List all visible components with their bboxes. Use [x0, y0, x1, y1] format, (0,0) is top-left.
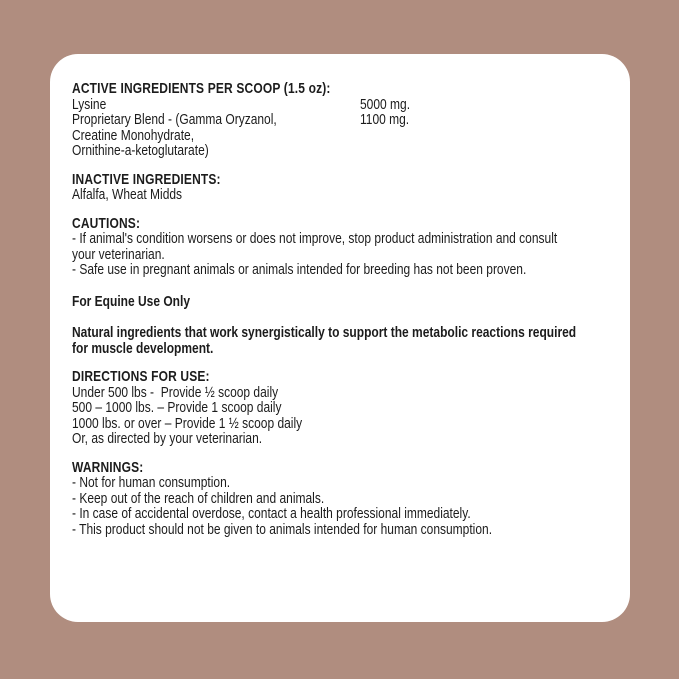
- cautions-section: [72, 216, 628, 278]
- inactive-ingredients-section: [72, 172, 628, 203]
- warning-line: - In case of accidental overdose, contact a health professional immediately.: [72, 505, 471, 522]
- caution-line: - If animal's condition worsens or does not improve, stop product administration and consult: [72, 230, 558, 247]
- caution-line: - Safe use in pregnant animals or animals intended for breeding has not been proven.: [72, 261, 527, 278]
- warnings-section: [72, 460, 628, 538]
- warnings-heading: WARNINGS:: [72, 458, 144, 476]
- description-line: Natural ingredients that work synergistically to support the metabolic reactions required: [72, 324, 577, 341]
- ingredient-amount: 5000 mg.: [360, 95, 411, 113]
- ingredient-row: [72, 128, 628, 144]
- active-ingredients-heading: ACTIVE INGREDIENTS PER SCOOP (1.5 oz):: [72, 80, 331, 97]
- active-ingredients-section: [72, 81, 628, 159]
- equine-use-note: For Equine Use Only: [72, 292, 191, 310]
- ingredient-row: [72, 97, 628, 113]
- ingredient-name: Lysine: [72, 95, 107, 113]
- label-content: [72, 81, 628, 537]
- product-label-card: [50, 54, 630, 622]
- ingredient-amount: 1100 mg.: [360, 111, 410, 128]
- caution-line: your veterinarian.: [72, 245, 165, 263]
- warning-line: - Not for human consumption.: [72, 474, 231, 491]
- ingredient-row: [72, 112, 628, 128]
- ingredient-name: Ornithine-a-ketoglutarate): [72, 142, 209, 159]
- inactive-ingredients-heading: INACTIVE INGREDIENTS:: [72, 170, 221, 188]
- ingredient-name: Creatine Monohydrate,: [72, 126, 195, 144]
- direction-line: 1000 lbs. or over – Provide 1 ½ scoop daily: [72, 414, 303, 432]
- ingredient-name: Proprietary Blend - (Gamma Oryzanol,: [72, 111, 277, 128]
- ingredient-row: [72, 143, 628, 159]
- inactive-ingredients-line: Alfalfa, Wheat Midds: [72, 186, 183, 203]
- description-line: for muscle development.: [72, 339, 214, 357]
- description-section: [72, 325, 628, 356]
- direction-line: Or, as directed by your veterinarian.: [72, 430, 263, 447]
- equine-use-section: [72, 294, 628, 310]
- warning-line: - This product should not be given to animals intended for human consumption.: [72, 520, 493, 538]
- directions-heading: DIRECTIONS FOR USE:: [72, 368, 210, 385]
- cautions-heading: CAUTIONS:: [72, 214, 141, 232]
- warning-line: - Keep out of the reach of children and animals.: [72, 489, 325, 507]
- direction-line: Under 500 lbs - Provide ½ scoop daily: [72, 383, 279, 401]
- directions-section: [72, 369, 628, 447]
- direction-line: 500 – 1000 lbs. – Provide 1 scoop daily: [72, 399, 282, 416]
